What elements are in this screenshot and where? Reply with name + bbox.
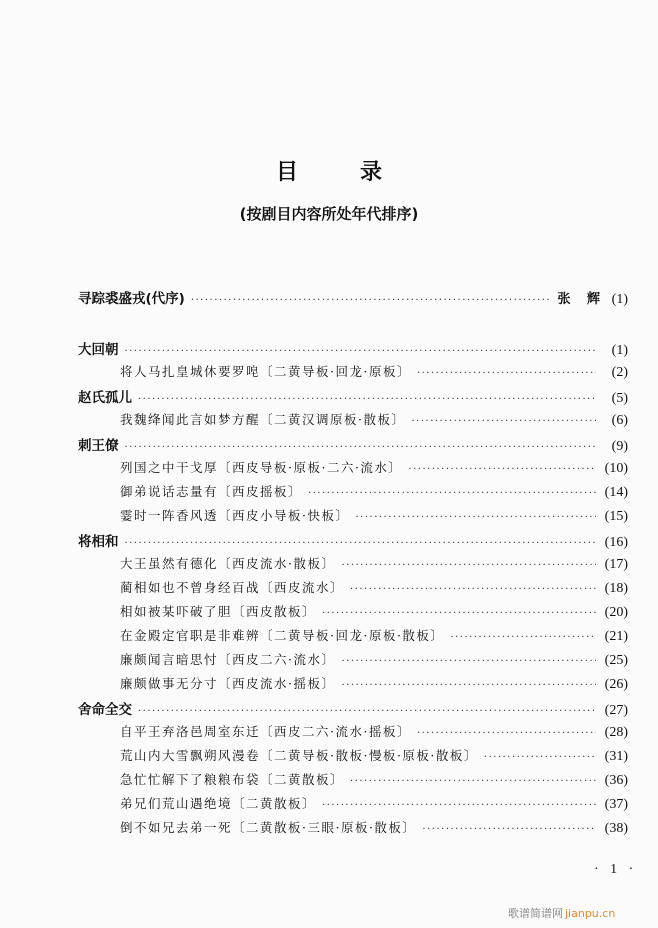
- toc-entry-sub[interactable]: [78, 650, 628, 672]
- dot-leader: [411, 416, 596, 427]
- dot-leader: [417, 368, 596, 379]
- toc-preface-row[interactable]: [78, 287, 628, 309]
- toc-page-number: (18): [604, 581, 628, 596]
- toc-label: 寻踪裘盛戎(代序): [78, 291, 185, 307]
- watermark-text: 歌谱简谱网: [508, 907, 563, 920]
- toc-entry-sub[interactable]: [78, 722, 628, 744]
- dot-leader: [350, 776, 596, 787]
- toc-label: 荒山内大雪飘朔风漫卷〔二黄导板·散板·慢板·原板·散板〕: [120, 748, 478, 763]
- toc-page-number: (2): [611, 365, 628, 380]
- title-char-left: 目: [275, 160, 298, 185]
- dot-leader: [322, 608, 596, 619]
- toc-entry-sub[interactable]: [78, 482, 628, 504]
- toc-label: 蔺相如也不曾身经百战〔西皮流水〕: [120, 580, 345, 595]
- dot-leader: [125, 442, 597, 453]
- dot-leader: [417, 728, 596, 739]
- toc-page-number: (10): [604, 461, 628, 476]
- toc-page-number: (1): [611, 343, 628, 358]
- toc-entry-main[interactable]: [78, 698, 628, 720]
- toc-entry-sub[interactable]: [78, 626, 628, 648]
- title-char-right: 录: [360, 160, 383, 185]
- page-folio: · 1 ·: [594, 862, 638, 877]
- dot-leader: [322, 800, 596, 811]
- toc-label: 御弟说话志量有〔西皮摇板〕: [120, 484, 303, 499]
- toc-page-number: (25): [604, 653, 628, 668]
- toc-label: 自平王弃洛邑周室东迁〔西皮二六·流水·摇板〕: [120, 724, 411, 739]
- dot-leader: [450, 632, 596, 643]
- toc-page-number: (1): [611, 292, 628, 307]
- toc-label: 刺王僚: [78, 438, 119, 454]
- dot-leader: [308, 488, 596, 499]
- toc-entry-sub[interactable]: [78, 506, 628, 528]
- dot-leader: [422, 824, 596, 835]
- toc-entry-main[interactable]: [78, 386, 628, 408]
- dot-leader: [138, 706, 596, 717]
- toc-label: 廉颇做事无分寸〔西皮流水·摇板〕: [120, 676, 336, 691]
- page-subtitle: (按剧目内容所处年代排序): [239, 205, 419, 223]
- toc-label: 将相和: [78, 534, 119, 550]
- toc-page-number: (9): [611, 439, 628, 454]
- toc-page-number: (21): [604, 629, 628, 644]
- toc-page-number: (16): [604, 535, 628, 550]
- dot-leader: [125, 538, 597, 549]
- toc-label: 倒不如兄去弟一死〔二黄散板·三眼·原板·散板〕: [120, 820, 417, 835]
- toc-page-number: (20): [604, 605, 628, 620]
- toc-page-number: (27): [604, 703, 628, 718]
- dot-leader: [355, 512, 596, 523]
- toc-page-number: (14): [604, 485, 628, 500]
- toc-label: 我魏绛闻此言如梦方醒〔二黄汉调原板·散板〕: [120, 412, 406, 427]
- toc-label: 列国之中干戈厚〔西皮导板·原板·二六·流水〕: [120, 460, 403, 475]
- toc-label: 大回朝: [78, 342, 119, 358]
- toc-label: 将人马扎皇城休要罗唣〔二黄导板·回龙·原板〕: [120, 364, 411, 379]
- dot-leader: [350, 584, 596, 595]
- toc-author: 张 辉: [557, 292, 600, 307]
- toc-entry-sub[interactable]: [78, 554, 628, 576]
- site-watermark: [508, 905, 615, 921]
- toc-entry-sub[interactable]: [78, 602, 628, 624]
- dot-leader: [125, 346, 597, 357]
- toc-entry-sub[interactable]: [78, 770, 628, 792]
- dot-leader: [341, 656, 596, 667]
- toc-page-number: (31): [604, 749, 628, 764]
- toc-entry-main[interactable]: [78, 338, 628, 360]
- toc-entry-sub[interactable]: [78, 674, 628, 696]
- toc-page-number: (15): [604, 509, 628, 524]
- toc-entry-sub[interactable]: [78, 794, 628, 816]
- toc-label: 相如被某吓破了胆〔西皮散板〕: [120, 604, 317, 619]
- dot-leader: [341, 680, 596, 691]
- toc-entry-main[interactable]: [78, 434, 628, 456]
- toc-label: 舍命全交: [78, 702, 132, 718]
- toc-entry-main[interactable]: [78, 530, 628, 552]
- toc-label: 赵氏孤儿: [78, 390, 132, 406]
- toc-page-number: (36): [604, 773, 628, 788]
- watermark-domain: jianpu.cn: [565, 907, 616, 920]
- toc-page-number: (37): [604, 797, 628, 812]
- toc-page-number: (28): [604, 725, 628, 740]
- toc-entry-sub[interactable]: [78, 746, 628, 768]
- toc-page-number: (6): [611, 413, 628, 428]
- toc-page-number: (38): [604, 821, 628, 836]
- toc-page-number: (17): [604, 557, 628, 572]
- dot-leader: [191, 295, 552, 306]
- toc-page-number: (5): [611, 391, 628, 406]
- toc-label: 大王虽然有德化〔西皮流水·散板〕: [120, 556, 336, 571]
- toc-entry-sub[interactable]: [78, 362, 628, 384]
- dot-leader: [138, 394, 596, 405]
- toc-entry-sub[interactable]: [78, 410, 628, 432]
- toc-entry-sub[interactable]: [78, 818, 628, 840]
- toc-label: 在金殿定官职是非难辨〔二黄导板·回龙·原板·散板〕: [120, 628, 445, 643]
- toc-entry-sub[interactable]: [78, 458, 628, 480]
- dot-leader: [484, 752, 596, 763]
- toc-page-number: (26): [604, 677, 628, 692]
- toc-label: 急忙忙解下了粮粮布袋〔二黄散板〕: [120, 772, 345, 787]
- toc-label: 廉颇闻言暗思忖〔西皮二六·流水〕: [120, 652, 336, 667]
- toc-label: 霎时一阵香风透〔西皮小导板·快板〕: [120, 508, 350, 523]
- toc-entry-sub[interactable]: [78, 578, 628, 600]
- page-title: [0, 155, 658, 186]
- dot-leader: [341, 560, 596, 571]
- dot-leader: [408, 464, 596, 475]
- toc-label: 弟兄们荒山遇绝境〔二黄散板〕: [120, 796, 317, 811]
